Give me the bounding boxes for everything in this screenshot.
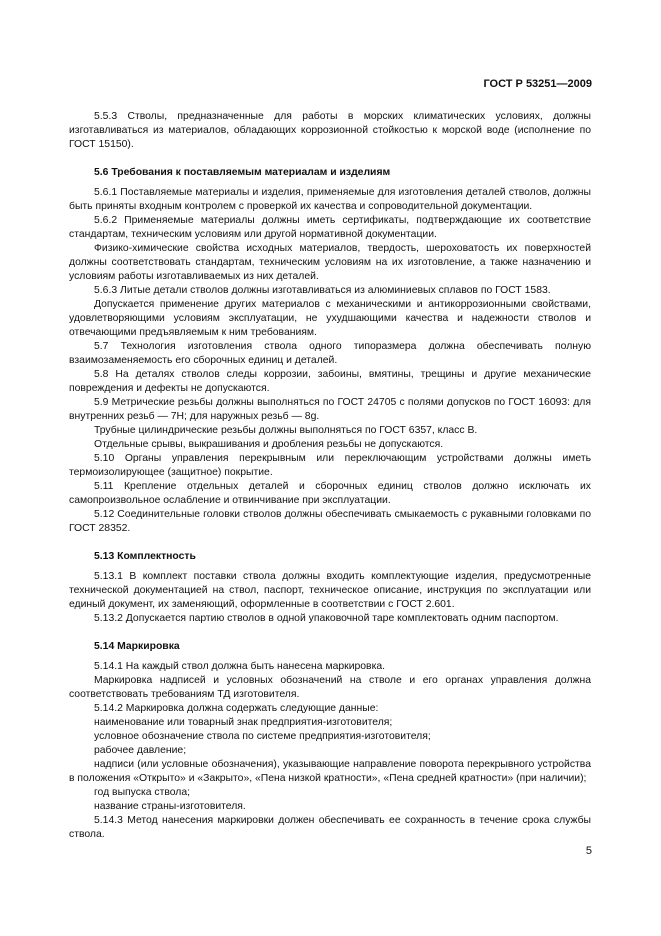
paragraph-5-9-cont-1: Трубные цилиндрические резьбы должны выполняться по ГОСТ 6357, класс В. — [94, 425, 478, 436]
list-item: условное обозначение ствола по системе предприятия-изготовителя; — [94, 731, 431, 742]
paragraph-5-6-3: 5.6.3 Литые детали стволов должны изготавливаться из алюминиевых сплавов по ГОСТ 1583. — [94, 285, 551, 296]
paragraph-5-10: 5.10 Органы управления перекрывным или переключающим устройствами должны иметь термоизолирующее (защитное) покрытие. — [69, 453, 591, 478]
document-body — [69, 110, 591, 842]
paragraph-5-14-3: 5.14.3 Метод нанесения маркировки должен обеспечивать ее сохранность в течение срока службы ствола. — [69, 815, 591, 840]
paragraph-5-6-2: 5.6.2 Применяемые материалы должны иметь сертификаты, подтверждающие их соответствие стандартам, техническим условиям или другой нормативной документации. — [69, 215, 591, 240]
paragraph-5-13-2: 5.13.2 Допускается партию стволов в одной упаковочной таре комплектовать одним паспортом. — [94, 613, 559, 624]
paragraph-5-11: 5.11 Крепление отдельных деталей и сборочных единиц стволов должно исключать их самопроизвольное ослабление и отвинчивание при эксплуатации. — [69, 481, 591, 506]
list-item: наименование или товарный знак предприятия-изготовителя; — [94, 717, 393, 728]
paragraph-5-7: 5.7 Технология изготовления ствола одного типоразмера должна обеспечивать полную взаимозаменяемость его сборочных единиц и деталей. — [69, 341, 591, 366]
paragraph-5-8: 5.8 На деталях стволов следы коррозии, забоины, вмятины, трещины и другие механические повреждения и дефекты не допускаются. — [69, 369, 591, 394]
heading-5-13: 5.13 Комплектность — [94, 551, 196, 562]
paragraph-5-14-1-cont: Маркировка надписей и условных обозначений на стволе и его органах управления должна соответствовать требованиям ТД изготовителя. — [69, 675, 591, 700]
heading-5-14: 5.14 Маркировка — [94, 641, 180, 652]
heading-5-6: 5.6 Требования к поставляемым материалам и изделиям — [94, 167, 391, 178]
paragraph-5-5-3: 5.5.3 Стволы, предназначенные для работы в морских климатических условиях, должны изготавливаться из материалов, обладающих коррозионной стойкостью к морской воде (исполнение по ГОСТ 15150). — [69, 111, 591, 150]
list-item: название страны-изготовителя. — [94, 801, 246, 812]
paragraph-5-13-1: 5.13.1 В комплект поставки ствола должны входить комплектующие изделия, предусмотренные технической документацией на ствол, паспорт, техническое описание, инструкция по эксплуатации или единый документ, их заменяющий, оформленные в соответствии с ГОСТ 2.601. — [69, 571, 591, 610]
paragraph-5-6-1: 5.6.1 Поставляемые материалы и изделия, применяемые для изготовления деталей стволов, должны быть приняты входным контролем с проверкой их качества и сопроводительной документации. — [69, 187, 591, 212]
list-item: надписи (или условные обозначения), указывающие направление поворота перекрывного устройства в положения «Открыто» и «Закрыто», «Пена низкой кратности», «Пена средней кратности» (при наличии); — [69, 759, 591, 784]
page-number: 5 — [585, 845, 592, 857]
paragraph-5-14-2: 5.14.2 Маркировка должна содержать следующие данные: — [94, 703, 379, 714]
document-header: ГОСТ Р 53251—2009 — [483, 78, 592, 90]
list-item: год выпуска ствола; — [94, 787, 191, 798]
paragraph-5-6-3-cont: Допускается применение других материалов с механическими и антикоррозионными свойствами, удовлетворяющими условиям эксплуатации, не ухудшающими качества и надежности стволов и отвечающими предъявляемым к ним требованиям. — [69, 299, 591, 338]
paragraph-5-9-cont-2: Отдельные срывы, выкрашивания и дробления резьбы не допускаются. — [94, 439, 444, 450]
list-item: рабочее давление; — [94, 745, 187, 756]
paragraph-5-9: 5.9 Метрические резьбы должны выполняться по ГОСТ 24705 с полями допусков по ГОСТ 16093: для внутренних резьб — 7Н; для наружных резьб — 8g. — [69, 397, 591, 422]
paragraph-5-14-1: 5.14.1 На каждый ствол должна быть нанесена маркировка. — [94, 661, 386, 672]
paragraph-5-6-2-cont: Физико-химические свойства исходных материалов, твердость, шероховатость их поверхностей должны соответствовать стандартам, техническим условиям на их изготовление, а также назначению и условиям работы изготавливаемых из них деталей. — [69, 243, 591, 282]
paragraph-5-12: 5.12 Соединительные головки стволов должны обеспечивать смыкаемость с рукавными головками по ГОСТ 28352. — [69, 509, 591, 534]
